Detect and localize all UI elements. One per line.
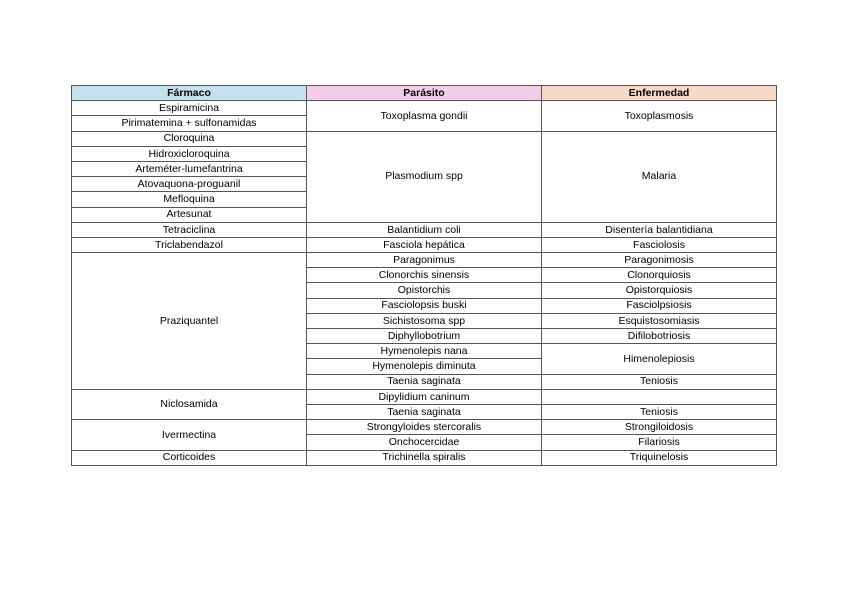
- drug-cell: Arteméter-lumefantrina: [72, 161, 307, 176]
- parasite-cell: Clonorchis sinensis: [307, 268, 542, 283]
- header-row: [72, 86, 777, 101]
- drug-cell: Tetraciclina: [72, 222, 307, 237]
- parasite-cell: Fasciolopsis buski: [307, 298, 542, 313]
- disease-cell: Difilobotriosis: [542, 329, 777, 344]
- table-row: [72, 450, 777, 465]
- disease-cell: Toxoplasmosis: [542, 101, 777, 131]
- drug-cell: Atovaquona-proguanil: [72, 177, 307, 192]
- disease-cell: Clonorquiosis: [542, 268, 777, 283]
- table-row: [72, 253, 777, 268]
- header-enfermedad: Enfermedad: [542, 86, 777, 101]
- disease-cell: Filariosis: [542, 435, 777, 450]
- parasite-cell: Balantidium coli: [307, 222, 542, 237]
- parasite-cell: Strongyloides stercoralis: [307, 420, 542, 435]
- parasite-cell: Plasmodium spp: [307, 131, 542, 222]
- table-row: [72, 101, 777, 116]
- disease-cell: [542, 389, 777, 404]
- disease-cell: Teniosis: [542, 374, 777, 389]
- parasite-cell: Dipylidium caninum: [307, 389, 542, 404]
- table-row: [72, 222, 777, 237]
- drug-cell: Espiramicina: [72, 101, 307, 116]
- disease-cell: Fasciolosis: [542, 237, 777, 252]
- drug-cell: Praziquantel: [72, 253, 307, 390]
- disease-cell: Strongiloidosis: [542, 420, 777, 435]
- drug-cell: Ivermectina: [72, 420, 307, 450]
- drug-cell: Artesunat: [72, 207, 307, 222]
- disease-cell: Malaria: [542, 131, 777, 222]
- parasite-cell: Diphyllobotrium: [307, 329, 542, 344]
- table-row: [72, 131, 777, 146]
- parasite-cell: Hymenolepis diminuta: [307, 359, 542, 374]
- drug-parasite-table: [71, 85, 777, 466]
- parasite-cell: Toxoplasma gondii: [307, 101, 542, 131]
- table-row: [72, 420, 777, 435]
- table-row: [72, 389, 777, 404]
- drug-cell: Triclabendazol: [72, 237, 307, 252]
- parasite-cell: Trichinella spiralis: [307, 450, 542, 465]
- disease-cell: Himenolepiosis: [542, 344, 777, 374]
- header-parasito: Parásito: [307, 86, 542, 101]
- header-farmaco: Fármaco: [72, 86, 307, 101]
- disease-cell: Paragonimosis: [542, 253, 777, 268]
- parasite-cell: Fasciola hepática: [307, 237, 542, 252]
- parasite-cell: Opistorchis: [307, 283, 542, 298]
- parasite-cell: Onchocercidae: [307, 435, 542, 450]
- drug-cell: Mefloquina: [72, 192, 307, 207]
- table-row: [72, 237, 777, 252]
- disease-cell: Fasciolpsiosis: [542, 298, 777, 313]
- drug-cell: Niclosamida: [72, 389, 307, 419]
- disease-cell: Esquistosomiasis: [542, 313, 777, 328]
- disease-cell: Disentería balantidiana: [542, 222, 777, 237]
- parasite-cell: Sichistosoma spp: [307, 313, 542, 328]
- drug-cell: Corticoides: [72, 450, 307, 465]
- disease-cell: Triquinelosis: [542, 450, 777, 465]
- drug-cell: Cloroquina: [72, 131, 307, 146]
- disease-cell: Opistorquiosis: [542, 283, 777, 298]
- drug-cell: Hidroxicloroquina: [72, 146, 307, 161]
- parasite-cell: Taenia saginata: [307, 404, 542, 419]
- disease-cell: Teniosis: [542, 404, 777, 419]
- parasite-cell: Hymenolepis nana: [307, 344, 542, 359]
- parasite-cell: Paragonimus: [307, 253, 542, 268]
- drug-cell: Pirimatemina + sulfonamidas: [72, 116, 307, 131]
- parasite-cell: Taenia saginata: [307, 374, 542, 389]
